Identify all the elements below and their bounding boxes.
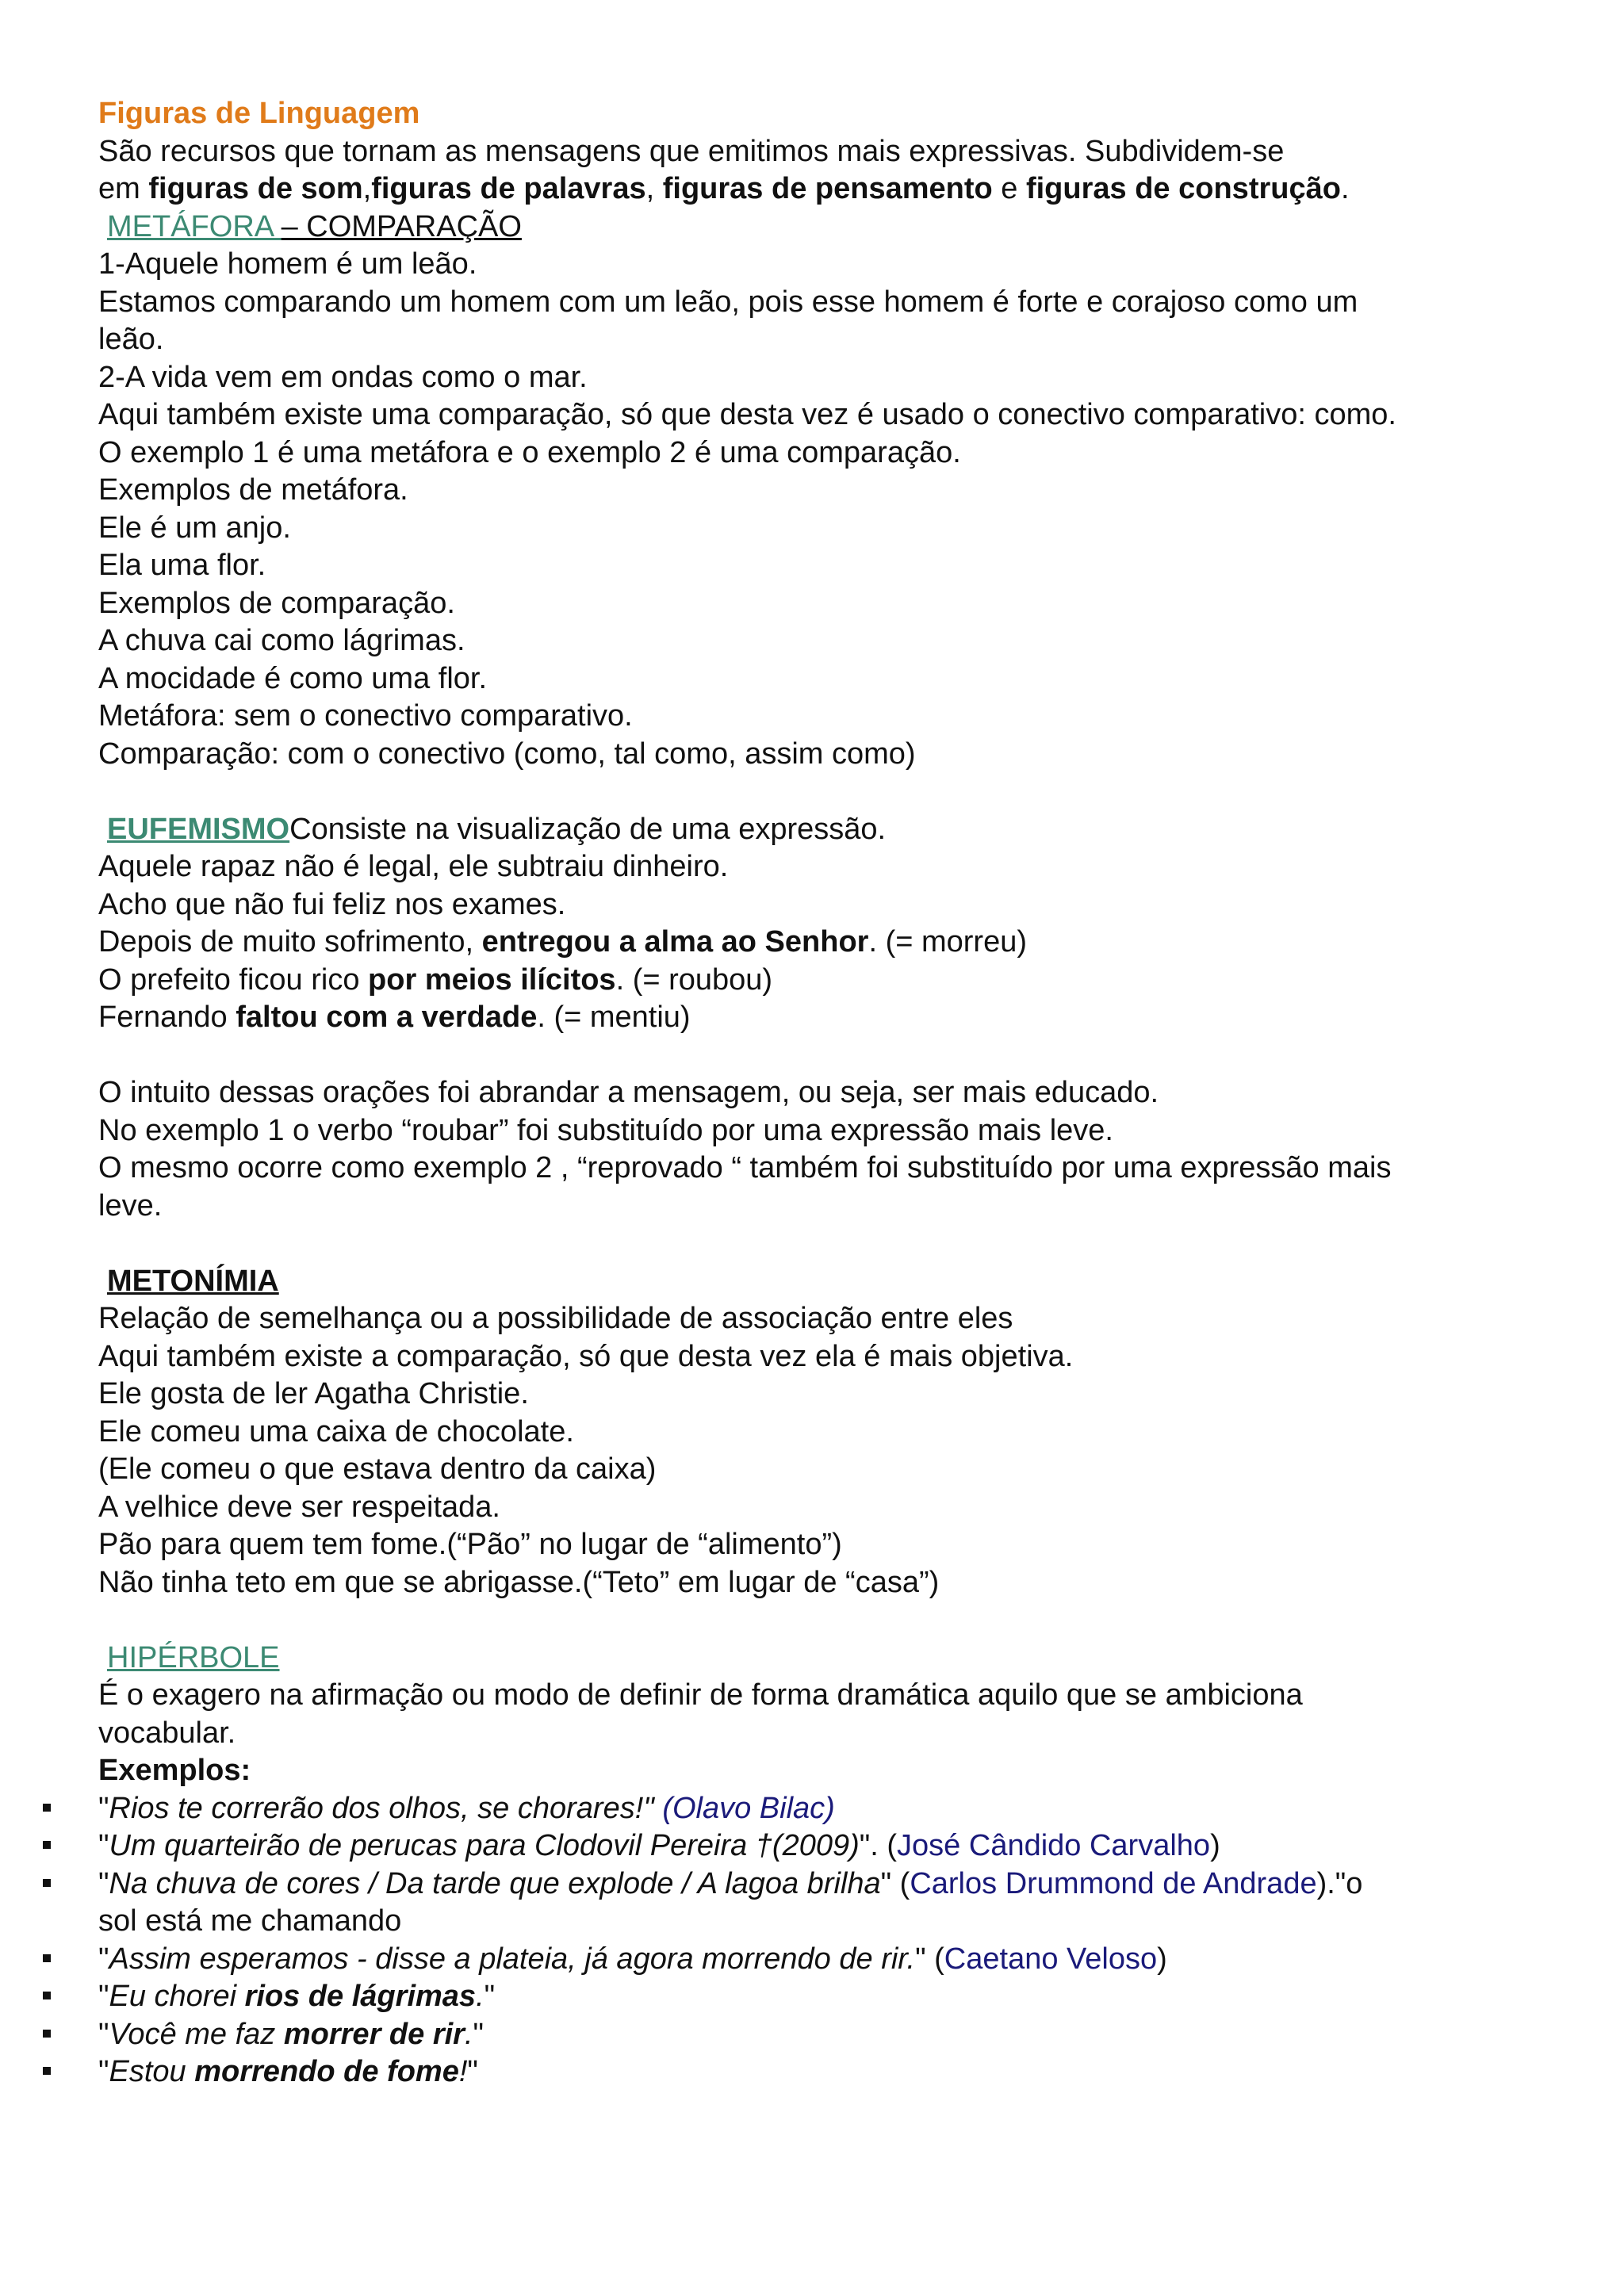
metafora-line: 2-A vida vem em ondas como o mar. bbox=[98, 360, 588, 394]
examples-label bbox=[98, 1752, 1526, 1790]
example-quote: . bbox=[464, 2017, 473, 2051]
text-run: " ( bbox=[880, 1866, 910, 1900]
example-quote: Assim esperamos - disse a plateia, já agora morrendo de rir. bbox=[109, 1942, 916, 1976]
bullet-square-icon bbox=[43, 1804, 51, 1812]
author-link[interactable]: José Cândido Carvalho bbox=[897, 1829, 1211, 1862]
examples-list bbox=[98, 1790, 1526, 2091]
metafora-heading bbox=[98, 209, 1526, 247]
space bbox=[654, 1792, 663, 1825]
quote: " bbox=[98, 1980, 109, 2013]
eufemismo-explanation: O mesmo ocorre como exemplo 2 , “reprovado “ também foi substituído por uma expressão mais bbox=[98, 1151, 1392, 1184]
metafora-heading-rest: – COMPARAÇÃO bbox=[281, 209, 522, 243]
author-link[interactable]: Carlos Drummond de Andrade bbox=[910, 1866, 1317, 1900]
bullet-square-icon bbox=[43, 2067, 51, 2075]
example-emphasis: morrer de rir bbox=[283, 2017, 465, 2051]
hiperbole-heading bbox=[98, 1640, 1526, 1678]
bullet-square-icon bbox=[43, 1841, 51, 1849]
text-run: ". ( bbox=[859, 1829, 898, 1862]
metafora-line: 1-Aquele homem é um leão. bbox=[98, 247, 477, 281]
bold-run: por meios ilícitos bbox=[368, 962, 616, 997]
metafora-link[interactable]: METÁFORA bbox=[107, 209, 282, 243]
bullet-square-icon bbox=[43, 1992, 51, 1999]
metafora-line: leão. bbox=[98, 323, 164, 356]
bold-run: faltou com a verdade bbox=[236, 1001, 538, 1034]
metafora-line: O exemplo 1 é uma metáfora e o exemplo 2 é uma comparação. bbox=[98, 435, 961, 469]
eufemismo-heading bbox=[98, 811, 1526, 849]
example-quote: Estou bbox=[109, 2055, 195, 2088]
eufemismo-line bbox=[98, 924, 1526, 962]
metonimia-line: A velhice deve ser respeitada. bbox=[98, 1490, 500, 1524]
hiperbole-link[interactable]: HIPÉRBOLE bbox=[107, 1640, 280, 1674]
metonimia-line: Aqui também existe a comparação, só que desta vez ela é mais objetiva. bbox=[98, 1339, 1074, 1373]
text-run: . (= roubou) bbox=[615, 962, 773, 997]
eufemismo-explanation: No exemplo 1 o verbo “roubar” foi substituído por uma expressão mais leve. bbox=[98, 1113, 1113, 1147]
quote: " bbox=[98, 1791, 109, 1825]
metafora-line: Ela uma flor. bbox=[98, 549, 266, 582]
document-body bbox=[98, 95, 1526, 2091]
metonimia-line: Ele comeu uma caixa de chocolate. bbox=[98, 1414, 574, 1448]
spacer bbox=[98, 1225, 1526, 1263]
list-item bbox=[98, 2053, 1526, 2091]
metafora-line: Aqui também existe uma comparação, só que desta vez é usado o conectivo comparativo: como. bbox=[98, 398, 1396, 431]
metonimia-line: Ele gosta de ler Agatha Christie. bbox=[98, 1377, 529, 1410]
text-run: . (= mentiu) bbox=[537, 1001, 691, 1034]
list-item bbox=[98, 2016, 1526, 2054]
metonimia-heading bbox=[98, 1263, 1526, 1301]
list-item bbox=[98, 1827, 1526, 1866]
list-item bbox=[98, 1866, 1526, 1904]
figure-type-sound: figuras de som bbox=[148, 172, 363, 205]
figure-type-construction: figuras de construção bbox=[1025, 172, 1341, 205]
text-run: ) bbox=[1210, 1829, 1220, 1862]
bullet-square-icon bbox=[43, 1879, 51, 1887]
text-run: . (= morreu) bbox=[868, 925, 1028, 959]
text-run: Depois de muito sofrimento, bbox=[98, 925, 482, 959]
example-emphasis: morrendo de fome bbox=[194, 2055, 459, 2088]
quote: " bbox=[98, 1829, 109, 1862]
author-link[interactable]: Caetano Veloso bbox=[944, 1942, 1158, 1976]
list-item bbox=[98, 1941, 1526, 1979]
intro-line-1: São recursos que tornam as mensagens que emitimos mais expressivas. Subdividem-se bbox=[98, 134, 1285, 168]
text-run: O prefeito ficou rico bbox=[98, 962, 369, 997]
example-quote: Rios te correrão dos olhos, se chorares!" bbox=[109, 1791, 654, 1825]
example-emphasis: rios de lágrimas bbox=[244, 1980, 477, 2013]
example-quote: ! bbox=[458, 2055, 468, 2088]
text-run: Fernando bbox=[98, 1001, 236, 1034]
example-quote: Na chuva de cores / Da tarde que explode / A lagoa brilha bbox=[109, 1866, 881, 1900]
eufemismo-explanation: leve. bbox=[98, 1188, 163, 1223]
bold-run: entregou a alma ao Senhor bbox=[481, 925, 869, 959]
eufemismo-link[interactable]: EUFEMISMO bbox=[107, 812, 290, 846]
spacer bbox=[98, 1037, 1526, 1075]
figure-type-thought: figuras de pensamento bbox=[662, 172, 993, 205]
metonimia-line: Pão para quem tem fome.(“Pão” no lugar de “alimento”) bbox=[98, 1528, 842, 1561]
list-item-continuation: sol está me chamando bbox=[98, 1904, 402, 1938]
eufemismo-line bbox=[98, 962, 1526, 1000]
metafora-line: Metáfora: sem o conectivo comparativo. bbox=[98, 699, 633, 733]
example-quote: . bbox=[476, 1980, 485, 2013]
hiperbole-definition: vocabular. bbox=[98, 1716, 236, 1750]
example-quote: Você me faz bbox=[109, 2017, 284, 2051]
metonimia-line: (Ele comeu o que estava dentro da caixa) bbox=[98, 1452, 657, 1486]
eufemismo-definition: Consiste na visualização de uma expressão. bbox=[289, 812, 887, 846]
metafora-line: Ele é um anjo. bbox=[98, 511, 291, 545]
quote: " bbox=[484, 1980, 496, 2013]
author-link[interactable]: (Olavo Bilac) bbox=[662, 1791, 835, 1825]
spacer bbox=[98, 1601, 1526, 1640]
metafora-line: Estamos comparando um homem com um leão, pois esse homem é forte e corajoso como um bbox=[98, 285, 1358, 319]
text-run: ) bbox=[1157, 1942, 1167, 1976]
metafora-line: Exemplos de metáfora. bbox=[98, 473, 408, 507]
metafora-line: Exemplos de comparação. bbox=[98, 586, 455, 620]
metafora-line: Comparação: com o conectivo (como, tal como, assim como) bbox=[98, 737, 916, 771]
eufemismo-explanation: O intuito dessas orações foi abrandar a mensagem, ou seja, ser mais educado. bbox=[98, 1076, 1159, 1109]
bullet-square-icon bbox=[43, 1954, 51, 1962]
intro-and: e bbox=[992, 172, 1026, 205]
eufemismo-line bbox=[98, 999, 1526, 1037]
quote: " bbox=[98, 2055, 109, 2088]
metafora-line: A chuva cai como lágrimas. bbox=[98, 624, 465, 657]
text-run: )."o bbox=[1316, 1866, 1363, 1900]
quote: " bbox=[98, 2017, 109, 2051]
intro-sep: , bbox=[645, 172, 663, 205]
quote: " bbox=[98, 1866, 109, 1900]
metonimia-line: Não tinha teto em que se abrigasse.(“Teto” em lugar de “casa”) bbox=[98, 1565, 940, 1599]
metonimia-line: Relação de semelhança ou a possibilidade de associação entre eles bbox=[98, 1302, 1013, 1335]
hiperbole-definition: É o exagero na afirmação ou modo de definir de forma dramática aquilo que se ambiciona bbox=[98, 1678, 1303, 1712]
page-title: Figuras de Linguagem bbox=[98, 97, 420, 130]
metafora-line: A mocidade é como uma flor. bbox=[98, 661, 488, 695]
metonimia-heading-text: METONÍMIA bbox=[107, 1264, 279, 1298]
bullet-square-icon bbox=[43, 2030, 51, 2038]
quote: " bbox=[467, 2055, 478, 2088]
figure-type-words: figuras de palavras bbox=[371, 172, 646, 205]
intro-em: em bbox=[98, 172, 149, 205]
quote: " bbox=[473, 2017, 485, 2051]
examples-label-text: Exemplos: bbox=[98, 1754, 251, 1787]
eufemismo-line: Acho que não fui feliz nos exames. bbox=[98, 887, 566, 921]
list-item bbox=[98, 1790, 1526, 1828]
example-quote: Um quarteirão de perucas para Clodovil Pereira †(2009) bbox=[109, 1829, 860, 1862]
list-item bbox=[98, 1978, 1526, 2016]
quote: " bbox=[98, 1942, 109, 1976]
text-run: " ( bbox=[915, 1942, 944, 1976]
intro-line-2 bbox=[98, 170, 1526, 209]
intro-end: . bbox=[1340, 172, 1350, 205]
spacer bbox=[98, 773, 1526, 811]
example-quote: Eu chorei bbox=[109, 1980, 245, 2013]
eufemismo-line: Aquele rapaz não é legal, ele subtraiu dinheiro. bbox=[98, 850, 729, 883]
intro-sep: , bbox=[362, 172, 372, 205]
